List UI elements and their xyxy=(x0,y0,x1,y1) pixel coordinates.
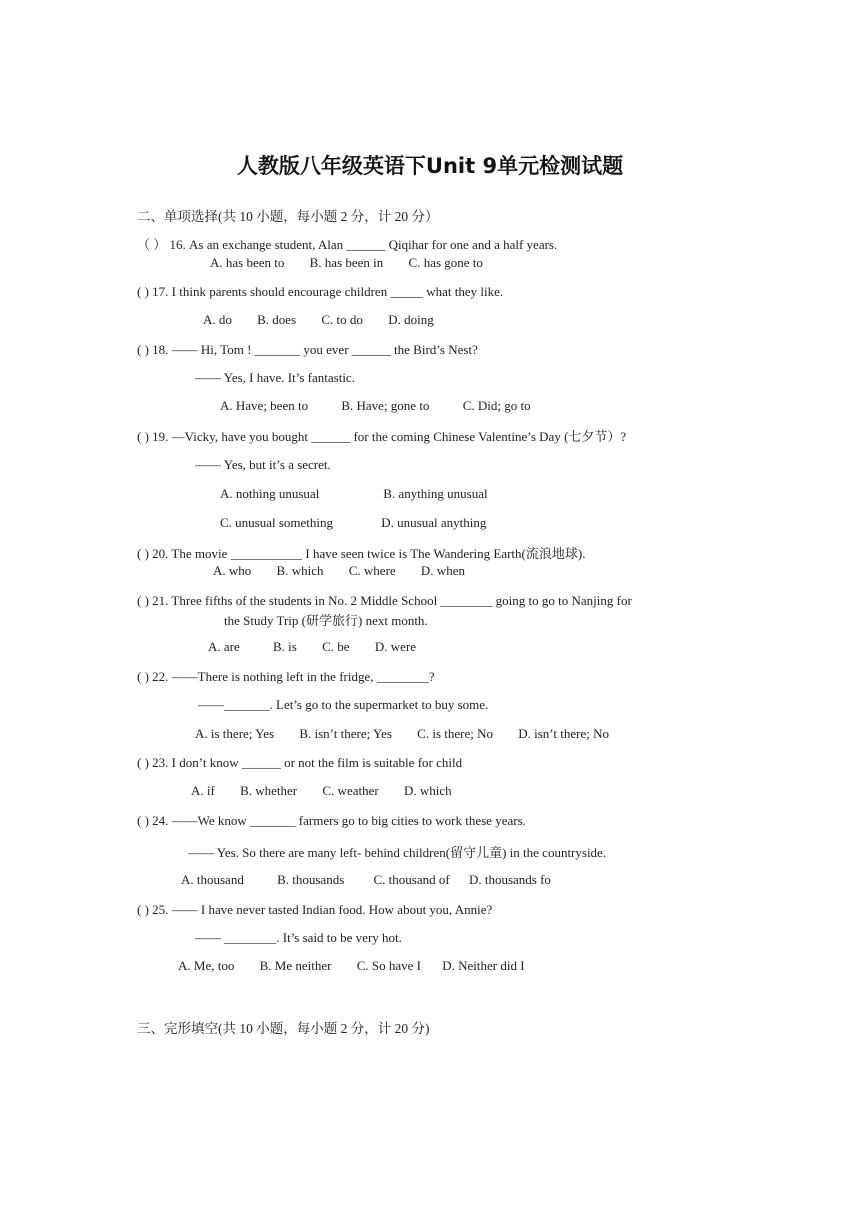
option-d: D. Neither did I xyxy=(442,958,525,973)
section-heading-single-choice: 二、单项选择(共 10 小题，每小题 2 分，计 20 分） xyxy=(137,209,439,224)
option-d: D. doing xyxy=(388,312,434,327)
option-b: B. whether xyxy=(240,783,298,798)
option-b: B. does xyxy=(257,312,297,327)
question-19 xyxy=(137,428,737,446)
answer-paren[interactable]: ( ) xyxy=(137,284,149,299)
question-21 xyxy=(137,592,737,610)
options-25 xyxy=(178,958,547,974)
option-d: D. which xyxy=(403,783,452,798)
options-18 xyxy=(220,398,553,414)
question-22 xyxy=(137,668,737,686)
options-20 xyxy=(213,563,487,579)
question-stem: 25. —— I have never tasted Indian food. How about you, Annie? xyxy=(152,902,493,917)
options-21 xyxy=(208,639,438,655)
option-d: D. unusual anything xyxy=(381,515,487,530)
option-b: B. which xyxy=(276,563,324,578)
reply-19: —— Yes, but it’s a secret. xyxy=(195,457,331,472)
question-16 xyxy=(137,236,737,254)
option-a: A. do xyxy=(203,312,232,327)
reply-18: —— Yes, I have. It’s fantastic. xyxy=(195,370,355,385)
question-stem: 19. —Vicky, have you bought ______ for the coming Chinese Valentine’s Day (七夕节）? xyxy=(152,429,627,444)
question-20 xyxy=(137,545,737,563)
option-a: A. who xyxy=(213,563,252,578)
answer-paren[interactable]: ( ) xyxy=(137,429,149,444)
option-c: C. to do xyxy=(321,312,363,327)
option-c: C. Did; go to xyxy=(462,398,531,413)
options-16 xyxy=(210,255,505,271)
option-b: B. isn’t there; Yes xyxy=(299,726,392,741)
option-a: A. are xyxy=(208,639,240,654)
question-stem: 17. I think parents should encourage children _____ what they like. xyxy=(152,284,504,299)
answer-paren[interactable]: ( ) xyxy=(137,546,149,561)
question-stem: 20. The movie ___________ I have seen twice is The Wandering Earth(流浪地球). xyxy=(152,546,586,561)
option-a: A. if xyxy=(191,783,215,798)
question-stem-cont: the Study Trip (研学旅行) next month. xyxy=(224,613,428,628)
reply-22: ——_______. Let’s go to the supermarket to buy some. xyxy=(198,697,489,712)
option-c: C. weather xyxy=(322,783,379,798)
option-a: A. has been to xyxy=(210,255,285,270)
question-stem: 21. Three fifths of the students in No. 2 Middle School ________ going to go to Nanjing for xyxy=(152,593,632,608)
question-stem: 22. ——There is nothing left in the fridge, ________? xyxy=(152,669,435,684)
question-stem: 23. I don’t know ______ or not the film is suitable for child xyxy=(152,755,463,770)
option-b: B. thousands xyxy=(277,872,345,887)
reply-25: —— ________. It’s said to be very hot. xyxy=(195,930,402,945)
options-17 xyxy=(203,312,456,328)
option-b: B. has been in xyxy=(309,255,384,270)
option-c: C. So have I xyxy=(356,958,421,973)
option-d: D. thousands fo xyxy=(468,872,551,887)
option-c: C. is there; No xyxy=(417,726,493,741)
option-b: B. Me neither xyxy=(259,958,332,973)
option-c: C. be xyxy=(322,639,350,654)
answer-paren[interactable]: ( ) xyxy=(137,755,149,770)
question-stem: 18. —— Hi, Tom ! _______ you ever ______ the Bird’s Nest? xyxy=(152,342,478,357)
reply-24: —— Yes. So there are many left- behind children(留守儿童) in the countryside. xyxy=(188,845,607,860)
option-b: B. Have; gone to xyxy=(341,398,430,413)
question-stem: 16. As an exchange student, Alan ______ Qiqihar for one and a half years. xyxy=(169,237,558,252)
option-a: A. is there; Yes xyxy=(195,726,275,741)
option-b: B. anything unusual xyxy=(383,486,488,501)
question-25 xyxy=(137,901,737,919)
option-c: C. where xyxy=(348,563,396,578)
option-a: A. Me, too xyxy=(178,958,235,973)
option-a: A. Have; been to xyxy=(220,398,309,413)
option-b: B. is xyxy=(273,639,297,654)
option-c: C. unusual something xyxy=(220,515,334,530)
answer-paren[interactable]: ( ) xyxy=(137,813,149,828)
answer-paren[interactable]: ( ) xyxy=(137,593,149,608)
option-c: C. has gone to xyxy=(408,255,483,270)
question-stem: 24. ——We know _______ farmers go to big cities to work these years. xyxy=(152,813,526,828)
question-17 xyxy=(137,283,737,301)
option-d: D. were xyxy=(374,639,416,654)
answer-paren[interactable]: （ ） xyxy=(137,237,167,252)
options-22 xyxy=(195,726,631,742)
question-18 xyxy=(137,341,737,359)
options-19-row1 xyxy=(220,486,510,502)
option-d: D. isn’t there; No xyxy=(518,726,609,741)
answer-paren[interactable]: ( ) xyxy=(137,902,149,917)
options-23 xyxy=(191,783,474,799)
section-heading-cloze: 三、完形填空(共 10 小题，每小题 2 分，计 20 分) xyxy=(137,1021,430,1036)
answer-paren[interactable]: ( ) xyxy=(137,342,149,357)
options-19-row2 xyxy=(220,515,508,531)
option-c: C. thousand of xyxy=(373,872,450,887)
option-d: D. when xyxy=(420,563,465,578)
option-a: A. nothing unusual xyxy=(220,486,320,501)
answer-paren[interactable]: ( ) xyxy=(137,669,149,684)
page-title: 人教版八年级英语下Unit 9单元检测试题 xyxy=(236,154,624,178)
question-24 xyxy=(137,812,737,830)
option-a: A. thousand xyxy=(181,872,244,887)
options-24 xyxy=(181,872,573,888)
question-23 xyxy=(137,754,737,772)
